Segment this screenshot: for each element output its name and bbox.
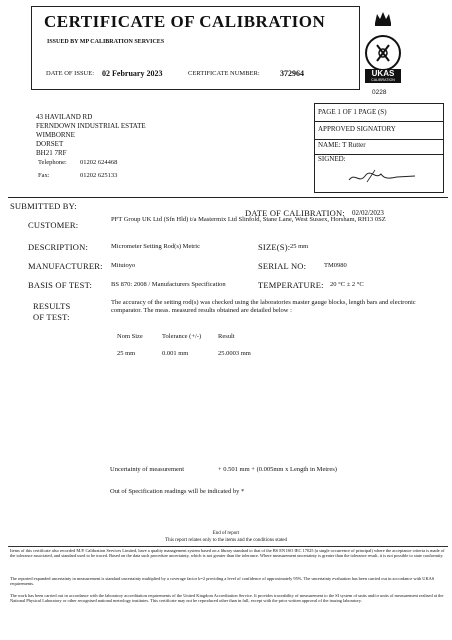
issued-by: ISSUED BY MP CALIBRATION SERVICES bbox=[47, 39, 165, 45]
table-cell-nom-size: 25 mm bbox=[117, 350, 136, 357]
address-line: DORSET bbox=[36, 140, 64, 148]
results-label: RESULTS bbox=[33, 301, 71, 311]
report-scope-note: This report relates only to the items and the conditions stated bbox=[165, 538, 287, 543]
address-block bbox=[36, 113, 146, 158]
date-of-issue-value: 02 February 2023 bbox=[102, 69, 163, 78]
date-of-calibration-label: DATE OF CALIBRATION: bbox=[245, 208, 345, 218]
table-cell-tolerance: 0.001 mm bbox=[162, 350, 189, 357]
address-line: WIMBORNE bbox=[36, 131, 75, 139]
temperature-value: 20 °C ± 2 °C bbox=[330, 281, 364, 288]
out-of-spec-note: Out of Specification readings will be indicated by * bbox=[110, 488, 245, 495]
temperature-label: TEMPERATURE: bbox=[258, 280, 324, 290]
end-of-report: End of report bbox=[212, 531, 240, 536]
description-value: Micrometer Setting Rod(s) Metric bbox=[111, 243, 200, 250]
address-line: 43 HAVILAND RD bbox=[36, 113, 93, 121]
uncertainty-label: Uncertainty of measurement bbox=[110, 466, 184, 473]
submitted-by-label: SUBMITTED BY: bbox=[10, 201, 77, 211]
ukas-text: UKAS bbox=[371, 69, 395, 78]
customer-value: PFT Group UK Ltd (Sfn Hld) t/a Mastermix Ltd Slinfold, Stane Lane, West Sussex, Horsham, RH13 0SZ bbox=[111, 216, 386, 223]
footer-paragraph: Items of this certificate also recorded M.P. Calibration Services Limited, have a quality management system based on a library standard to that of the BS EN ISO IEC 17025 (a single occurrence of principal) where the acceptance criteria is made of the tolerance associated, and standard used to be traced. Based on the data such procedure uncertainty, which is not greater than the tolerance. Where measurement uncertainty is greater than the tolerance result, it is not possible to state conformity. bbox=[10, 548, 445, 559]
uncertainty-value: + 0.501 mm + (0.005mm x Length in Metres) bbox=[218, 466, 337, 473]
certificate-number-label: CERTIFICATE NUMBER: bbox=[188, 70, 260, 77]
table-cell-result: 25.0003 mm bbox=[218, 350, 251, 357]
footer-paragraph: The work has been carried out in accordance with the laboratory accreditation requirements of the United Kingdom Accreditation Service. It provides traceability of measurement to the SI system of units and/or units of measurement realised at the National Physical Laboratory or other recognised national metrology institutes. This certificate may not be reproduced other than in full, except with the prior written approval of the issuing laboratory. bbox=[10, 593, 444, 604]
certificate-number-value: 372964 bbox=[280, 69, 304, 78]
footer-paragraph: The reported expanded uncertainty in measurement is standard uncertainty multiplied by a coverage factor k=2 providing a level of confidence of approximately 95%. The uncertainty evaluation has been carried out in accordance with UKAS requirements. bbox=[10, 576, 435, 587]
approved-signatory: APPROVED SIGNATORY bbox=[318, 125, 396, 133]
serial-value: TM0980 bbox=[324, 262, 347, 269]
customer-label: CUSTOMER: bbox=[28, 220, 79, 230]
signature-icon bbox=[345, 166, 425, 188]
ukas-logo bbox=[363, 9, 403, 92]
table-header-result: Result bbox=[218, 333, 235, 340]
table-header-tolerance: Tolerance (+/-) bbox=[162, 333, 202, 340]
basis-label: BASIS OF TEST: bbox=[28, 280, 93, 290]
date-of-issue-label: DATE OF ISSUE: bbox=[46, 70, 95, 77]
telephone-value: 01202 624468 bbox=[80, 159, 118, 166]
results-label-2: OF TEST: bbox=[33, 312, 70, 322]
address-line: FERNDOWN INDUSTRIAL ESTATE bbox=[36, 122, 146, 130]
manufacturer-label: MANUFACTURER: bbox=[28, 261, 103, 271]
signatory-name: NAME: T Rutter bbox=[318, 141, 366, 149]
serial-label: SERIAL NO: bbox=[258, 261, 307, 271]
table-header-nom-size: Nom Size bbox=[117, 333, 143, 340]
fax-value: 01202 625133 bbox=[80, 172, 118, 179]
signed-label: SIGNED: bbox=[318, 155, 346, 163]
page-count: PAGE 1 OF 1 PAGE (S) bbox=[318, 108, 387, 116]
lab-number: 0228 bbox=[372, 89, 387, 96]
description-label: DESCRIPTION: bbox=[28, 242, 89, 252]
telephone-label: Telephone: bbox=[38, 159, 67, 166]
date-of-calibration-value: 02/02/2023 bbox=[352, 209, 384, 217]
address-line: BH21 7RF bbox=[36, 149, 67, 157]
manufacturer-value: Mitutoyo bbox=[111, 262, 136, 269]
results-text: The accuracy of the setting rod(s) was checked using the laboratories master gauge blocks, length bars and electronic comparator. The meas. measured results obtained are detailed below : bbox=[111, 299, 416, 314]
size-value: 25 mm bbox=[290, 243, 309, 250]
certificate-title: CERTIFICATE OF CALIBRATION bbox=[44, 12, 326, 31]
ukas-sub: CALIBRATION bbox=[371, 78, 395, 82]
size-label: SIZE(S): bbox=[258, 242, 291, 252]
fax-label: Fax: bbox=[38, 172, 50, 179]
basis-value: BS 870: 2008 / Manufacturers Specification bbox=[111, 281, 226, 288]
